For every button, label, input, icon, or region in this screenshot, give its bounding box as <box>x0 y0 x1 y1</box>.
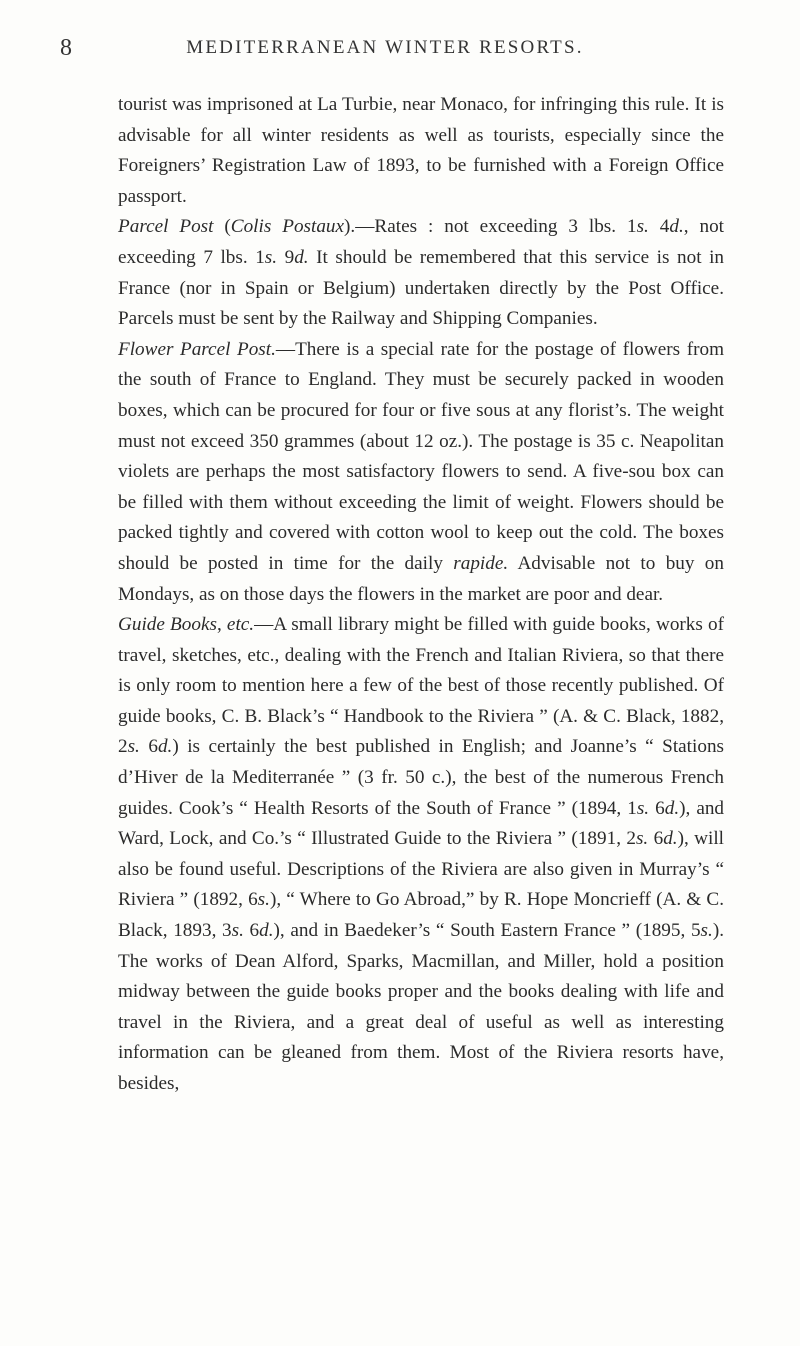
italic-text: Flower Parcel Post. <box>118 338 276 360</box>
text-run: ), and in Baedeker’s “ South Eastern France ” (1895, 5 <box>273 920 701 942</box>
italic-text: s. <box>636 216 649 238</box>
text-run: It should be remembered that this service is not in France (nor in Spain or Belgium) undertaken directly by the Post Office. Parcels must be sent by the Railway and Shipping Companies. <box>118 246 725 330</box>
text-run: —A small library might be filled with guide books, works of travel, sketches, etc., dealing with the French and Italian Riviera, so that there is only room to mention here a few of the best of those recently published. Of guide books, C. B. Black’s “ Handbook to the Riviera ” (A. & C. Black, 1882, 2 <box>118 614 725 758</box>
text-run: tourist was imprisoned at La Turbie, near Monaco, for infringing this rule. It is advisable for all winter residents as well as tourists, especially since the Foreigners’ Registration Law of 1893, to be furnished with a Foreign Office passport. <box>118 94 724 207</box>
text-run: 4 <box>648 216 670 238</box>
italic-text: s. <box>636 797 650 819</box>
italic-text: d. <box>294 246 309 268</box>
text-run: ), “ Where to Go Abroad,” by R. Hope Moncrieff (A. & C. Black, 1893, 3 <box>118 889 724 942</box>
paragraph <box>118 90 724 212</box>
text-run: 6 <box>648 828 664 850</box>
paragraph <box>118 610 724 1100</box>
body-text <box>118 90 724 1100</box>
paragraph <box>118 335 724 610</box>
text-run: ( <box>213 216 231 238</box>
page-header <box>60 30 690 66</box>
italic-text: d. <box>664 797 680 819</box>
text-run: ).—Rates : not exceeding 3 lbs. 1 <box>344 216 637 238</box>
italic-text: s. <box>231 920 244 942</box>
text-run: 6 <box>243 920 260 942</box>
text-run: 6 <box>139 736 158 758</box>
text-run: Advisable not to buy on Mondays, as on those days the flowers in the market are poor and dear. <box>118 552 724 605</box>
italic-text: d. <box>669 216 684 238</box>
running-title: MEDITERRANEAN WINTER RESORTS. <box>186 37 584 58</box>
italic-text: s. <box>635 828 649 850</box>
text-run: 9 <box>277 246 295 268</box>
italic-text: d. <box>663 828 678 850</box>
italic-text: Parcel Post <box>118 216 214 238</box>
italic-text: s. <box>264 246 278 268</box>
text-run: , <box>216 614 227 636</box>
text-run: ) is certainly the best published in English; and Joanne’s “ Stations d’Hiver de la Mediterranée ” (3 fr. 50 c.), the best of the numerous French guides. Cook’s “ Health Resorts of the South of France ” (1894, 1 <box>118 736 725 819</box>
page-number: 8 <box>60 34 72 61</box>
italic-text: d. <box>157 736 173 758</box>
italic-text: s. <box>127 736 140 758</box>
text-run: 6 <box>649 797 665 819</box>
text-run: , not exceeding 7 lbs. 1 <box>118 216 724 268</box>
text-run: ), and Ward, Lock, and Co.’s “ Illustrated Guide to the Riviera ” (1891, 2 <box>118 797 725 850</box>
italic-text: s. <box>700 920 713 942</box>
italic-text: rapide. <box>453 552 509 574</box>
text-run: —There is a special rate for the postage of flowers from the south of France to England. They must be securely packed in wooden boxes, which can be procured for four or five sous at any florist’s. The weight must not exceed 350 grammes (about 12 oz.). The postage is 35 c. Neapolitan violets are perhaps the most satisfactory flowers to send. A five-sou box can be filled with them without exceeding the limit of weight. Flowers should be packed tightly and covered with cotton wool to keep out the cold. The boxes should be posted in time for the daily <box>118 338 724 574</box>
italic-text: s. <box>257 889 270 911</box>
italic-text: Guide Books <box>118 614 217 636</box>
paragraph <box>118 212 724 334</box>
italic-text: d. <box>259 920 274 942</box>
italic-text: Colis Postaux <box>230 216 345 238</box>
text-run: ). The works of Dean Alford, Sparks, Macmillan, and Miller, hold a position midway between the guide books proper and the books dealing with life and travel in the Riviera, and a great deal of useful as well as interesting information can be gleaned from them. Most of the Riviera resorts have, besides, <box>118 920 724 1094</box>
italic-text: etc. <box>226 614 255 636</box>
text-run: ), will also be found useful. Descriptions of the Riviera are also given in Murray’s “ Riviera ” (1892, 6 <box>118 828 724 911</box>
